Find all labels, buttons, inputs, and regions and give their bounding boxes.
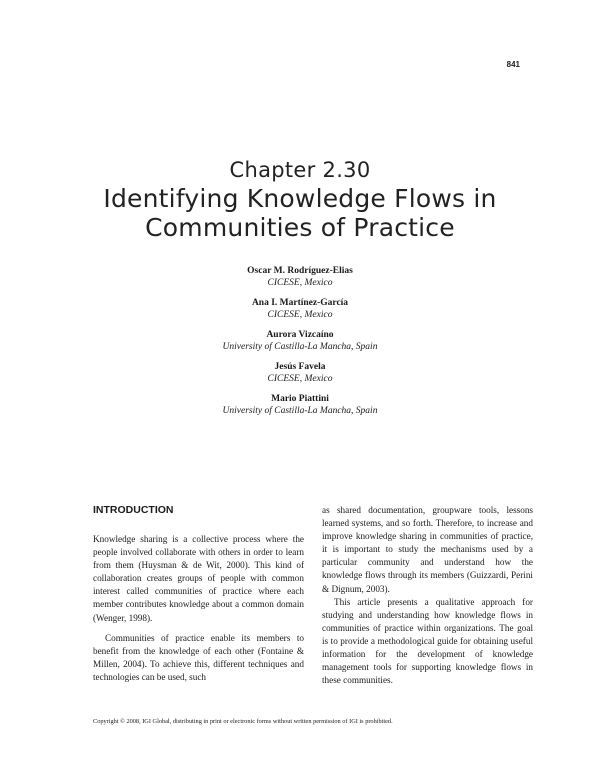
chapter-label: Chapter 2.30 — [229, 158, 371, 182]
body-paragraph: as shared documentation, groupware tools, lessons learned systems, and so forth. Therefore, to increase and improve knowledge sharing in communities of practice, it is important to study the mechanisms used by a particular community and understand how the knowledge flows through its members (Guizzardi, Perini & Dignum, 2003). — [322, 505, 533, 594]
author-name: Mario Piattini — [271, 394, 329, 404]
author-affiliation: CICESE, Mexico — [267, 310, 333, 320]
body-paragraph: Communities of practice enable its members to benefit from the knowledge of each other (Fontaine & Millen, 2004). To achieve this, different techniques and technologies can be used, such — [93, 632, 304, 682]
author-affiliation: CICESE, Mexico — [267, 374, 333, 384]
page-title — [0, 184, 600, 242]
author-block — [0, 361, 600, 385]
author-name: Jesús Favela — [274, 362, 326, 372]
body-paragraph: Knowledge sharing is a collective process where the people involved collaborate with others in order to learn from them (Huysman & de Wit, 2000). This kind of collaboration creates groups of people with common interest called communities of practice where each member contributes knowledge about a common domain (Wenger, 1998). — [93, 534, 304, 623]
author-affiliation: University of Castilla-La Mancha, Spain — [222, 406, 378, 416]
author-list — [0, 265, 600, 425]
author-block — [0, 329, 600, 353]
right-column — [322, 504, 533, 687]
author-name: Aurora Vizcaíno — [266, 330, 334, 340]
author-name: Ana I. Martínez-García — [251, 298, 349, 308]
copyright-notice: Copyright © 2008, IGI Global, distributing in print or electronic forms without written permission of IGI is prohibited. — [93, 718, 393, 725]
title-line-2: Communities of Practice — [145, 213, 455, 242]
left-column — [93, 504, 304, 691]
author-block — [0, 297, 600, 321]
title-line-1: Identifying Knowledge Flows in — [103, 184, 497, 213]
author-block — [0, 265, 600, 289]
page-number: 841 — [506, 60, 520, 69]
author-name: Oscar M. Rodríguez-Elias — [247, 266, 353, 276]
section-heading: INTRODUCTION — [93, 504, 174, 516]
author-affiliation: CICESE, Mexico — [267, 278, 333, 288]
body-paragraph: This article presents a qualitative approach for studying and understanding how knowledge flows in communities of practice within organizations. The goal is to provide a methodological guide for obtaining useful information for the development of knowledge management tools for supporting knowledge flows in these communities. — [322, 596, 533, 686]
author-block — [0, 393, 600, 417]
author-affiliation: University of Castilla-La Mancha, Spain — [222, 342, 378, 352]
